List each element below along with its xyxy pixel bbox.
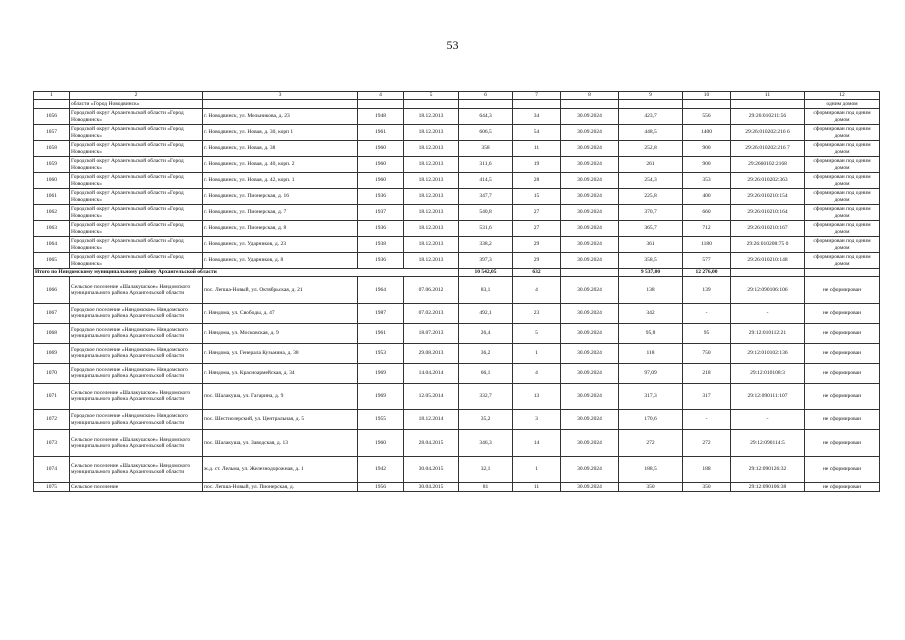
- living-area-cell: 358,5: [619, 253, 683, 269]
- land-area-cell: 1180: [683, 237, 731, 253]
- cadastral-number-cell: 29:2660102:2168: [731, 157, 805, 173]
- table-row: [34, 157, 880, 173]
- living-area-cell: 423,7: [619, 109, 683, 125]
- build-year-cell: 1956: [358, 483, 404, 492]
- cadastral-number-cell: 29:26:010210:148: [731, 253, 805, 269]
- land-status-cell: не сформирован: [805, 277, 880, 304]
- table-row: [34, 253, 880, 269]
- recognition-date-cell: 29.08.2013: [404, 343, 459, 363]
- land-status-cell: сформирован под одним домом: [805, 237, 880, 253]
- land-area-cell: 350: [683, 483, 731, 492]
- recognition-date-cell: 30.04.2015: [404, 456, 459, 483]
- land-status-cell: не сформирован: [805, 430, 880, 457]
- table-row: [34, 483, 880, 492]
- living-area-cell: 261: [619, 157, 683, 173]
- land-status-cell: сформирован под одним домом: [805, 157, 880, 173]
- recognition-date-cell: 07.06.2012: [404, 277, 459, 304]
- residents-cell: 34: [513, 109, 561, 125]
- cadastral-number-cell: 29:26:010210:167: [731, 221, 805, 237]
- residents-cell: 19: [513, 157, 561, 173]
- area-cell: 540,8: [459, 205, 513, 221]
- residents-cell: 11: [513, 483, 561, 492]
- table-row: [34, 173, 880, 189]
- build-year-cell: 1964: [358, 277, 404, 304]
- address-cell: пос. Лепша-Новый, ул. Пионерская, д.: [203, 483, 358, 492]
- deadline-cell: 30.09.2024: [561, 483, 619, 492]
- cadastral-number-cell: 29:26:010202:216 7: [731, 141, 805, 157]
- municipality-cell: Городской округ Архангельской области «Город Новодвинск»: [70, 173, 203, 189]
- total-living-area: 9 537,00: [619, 269, 683, 277]
- municipality-cell: области «Город Новодвинск»: [70, 100, 203, 109]
- total-land-area: 12 276,00: [683, 269, 731, 277]
- table-row: [34, 189, 880, 205]
- recognition-date-cell: 18.12.2013: [404, 173, 459, 189]
- land-status-cell: не сформирован: [805, 456, 880, 483]
- row-number-cell: 1072: [34, 410, 70, 430]
- deadline-cell: 30.09.2024: [561, 173, 619, 189]
- municipality-cell: Городской округ Архангельской области «Город Новодвинск»: [70, 125, 203, 141]
- build-year-cell: 1938: [358, 237, 404, 253]
- residents-cell: 29: [513, 253, 561, 269]
- land-status-cell: сформирован под одним домом: [805, 125, 880, 141]
- recognition-date-cell: 18.12.2013: [404, 221, 459, 237]
- build-year-cell: 1987: [358, 303, 404, 323]
- build-year-cell: 1953: [358, 343, 404, 363]
- living-area-cell: 252,8: [619, 141, 683, 157]
- land-area-cell: 188: [683, 456, 731, 483]
- living-area-cell: 350: [619, 483, 683, 492]
- row-number-cell: 1070: [34, 363, 70, 383]
- deadline-cell: 30.09.2024: [561, 323, 619, 343]
- total-label: Итого по Няндомскому муниципальному району Архангельской области: [34, 269, 459, 277]
- deadline-cell: 30.09.2024: [561, 141, 619, 157]
- build-year-cell: 1955: [358, 410, 404, 430]
- address-cell: г. Новодвинск, ул. Новая, д. 40, корп. 2: [203, 157, 358, 173]
- address-cell: пос. Шестиозерский, ул. Центральная, д. 5: [203, 410, 358, 430]
- area-cell: 311,6: [459, 157, 513, 173]
- municipality-cell: Сельское поселение: [70, 483, 203, 492]
- build-year-cell: 1936: [358, 189, 404, 205]
- table-row: [34, 430, 880, 457]
- municipality-cell: Городской округ Архангельской области «Город Новодвинск»: [70, 221, 203, 237]
- row-number-cell: 1056: [34, 109, 70, 125]
- area-cell: 332,7: [459, 383, 513, 410]
- land-status-cell: сформирован под одним домом: [805, 109, 880, 125]
- cadastral-number-cell: 29:12:090106:106: [731, 277, 805, 304]
- address-cell: г. Новодвинск, ул. Новая, д. 30, корп 1: [203, 125, 358, 141]
- recognition-date-cell: 18.12.2013: [404, 109, 459, 125]
- cadastral-number-cell: 29:12:010112:21: [731, 323, 805, 343]
- column-number: 1: [34, 92, 70, 100]
- cadastral-number-cell: 29:26:010211:56: [731, 109, 805, 125]
- living-area-cell: 138: [619, 277, 683, 304]
- residents-cell: 11: [513, 141, 561, 157]
- living-area-cell: 225,8: [619, 189, 683, 205]
- address-cell: г. Няндома, ул. Московская, д. 9: [203, 323, 358, 343]
- cadastral-number-cell: 29:12:010102:136: [731, 343, 805, 363]
- recognition-date-cell: 18.12.2014: [404, 410, 459, 430]
- recognition-date-cell: 30.04.2015: [404, 483, 459, 492]
- municipality-cell: Сельское поселение «Шалакушское» Няндомского муниципального района Архангельской области: [70, 383, 203, 410]
- total-residents: 632: [513, 269, 561, 277]
- column-number: 2: [70, 92, 203, 100]
- residents-cell: 23: [513, 303, 561, 323]
- column-number: 4: [358, 92, 404, 100]
- cadastral-number-cell: 29:12:090106:38: [731, 483, 805, 492]
- table-row: [34, 410, 880, 430]
- build-year-cell: 1937: [358, 205, 404, 221]
- land-status-cell: сформирован под одним домом: [805, 189, 880, 205]
- row-number-cell: 1068: [34, 323, 70, 343]
- municipality-cell: Городское поселение «Няндомское» Няндомского муниципального района Архангельской области: [70, 323, 203, 343]
- residents-cell: 28: [513, 173, 561, 189]
- total-area: 10 542,05: [459, 269, 513, 277]
- deadline-cell: 30.09.2024: [561, 109, 619, 125]
- area-cell: 32,1: [459, 456, 513, 483]
- municipality-cell: Городское поселение «Няндомское» Няндомского муниципального района Архангельской области: [70, 303, 203, 323]
- municipality-cell: Городской округ Архангельской области «Город Новодвинск»: [70, 109, 203, 125]
- recognition-date-cell: 18.12.2013: [404, 141, 459, 157]
- residents-cell: 29: [513, 237, 561, 253]
- area-cell: 531,6: [459, 221, 513, 237]
- district-total-row: [34, 269, 880, 277]
- column-number-row: [34, 92, 880, 100]
- living-area-cell: 97,09: [619, 363, 683, 383]
- cadastral-number-cell: 29:26:010210:164: [731, 205, 805, 221]
- address-cell: г. Няндома, ул. Генерала Кузьмина, д. 38: [203, 343, 358, 363]
- address-cell: г. Новодвинск, ул. Новая, д. 42, корп. 1: [203, 173, 358, 189]
- residents-cell: 13: [513, 383, 561, 410]
- living-area-cell: 365,7: [619, 221, 683, 237]
- area-cell: 358: [459, 141, 513, 157]
- land-status-cell: сформирован под одним домом: [805, 141, 880, 157]
- land-status-cell: не сформирован: [805, 363, 880, 383]
- table-row: [34, 383, 880, 410]
- area-cell: 26,4: [459, 323, 513, 343]
- row-number-cell: 1064: [34, 237, 70, 253]
- continuation-row: [34, 100, 880, 109]
- deadline-cell: 30.09.2024: [561, 237, 619, 253]
- land-area-cell: 139: [683, 277, 731, 304]
- area-cell: 414,5: [459, 173, 513, 189]
- municipality-cell: Городской округ Архангельской области «Город Новодвинск»: [70, 205, 203, 221]
- municipality-cell: Городской округ Архангельской области «Город Новодвинск»: [70, 237, 203, 253]
- address-cell: пос. Шалакуша, ул. Гагарина, д. 9: [203, 383, 358, 410]
- address-cell: г. Новодвинск, ул. Ударников, д. 8: [203, 253, 358, 269]
- deadline-cell: 30.09.2024: [561, 363, 619, 383]
- build-year-cell: 1942: [358, 456, 404, 483]
- table-row: [34, 323, 880, 343]
- area-cell: 83,1: [459, 277, 513, 304]
- row-number-cell: 1060: [34, 173, 70, 189]
- land-area-cell: 577: [683, 253, 731, 269]
- recognition-date-cell: 18.12.2013: [404, 237, 459, 253]
- deadline-cell: 30.09.2024: [561, 125, 619, 141]
- municipality-cell: Городской округ Архангельской области «Город Новодвинск»: [70, 253, 203, 269]
- deadline-cell: 30.09.2024: [561, 189, 619, 205]
- land-status-cell: сформирован под одним домом: [805, 221, 880, 237]
- recognition-date-cell: 14.04.2014: [404, 363, 459, 383]
- land-area-cell: 712: [683, 221, 731, 237]
- recognition-date-cell: 18.12.2013: [404, 125, 459, 141]
- land-area-cell: -: [683, 410, 731, 430]
- table-row: [34, 343, 880, 363]
- area-cell: 492,1: [459, 303, 513, 323]
- land-status-cell: не сформирован: [805, 410, 880, 430]
- deadline-cell: 30.09.2024: [561, 157, 619, 173]
- living-area-cell: 95,8: [619, 323, 683, 343]
- deadline-cell: 30.09.2024: [561, 303, 619, 323]
- row-number-cell: 1059: [34, 157, 70, 173]
- housing-register-table: [33, 91, 880, 492]
- residents-cell: 27: [513, 221, 561, 237]
- deadline-cell: 30.09.2024: [561, 430, 619, 457]
- column-number: 5: [404, 92, 459, 100]
- land-area-cell: 900: [683, 141, 731, 157]
- residents-cell: 1: [513, 343, 561, 363]
- municipality-cell: Городской округ Архангельской области «Город Новодвинск»: [70, 141, 203, 157]
- table-row: [34, 237, 880, 253]
- table-row: [34, 205, 880, 221]
- cadastral-number-cell: -: [731, 303, 805, 323]
- land-status-cell: сформирован под одним домом: [805, 205, 880, 221]
- build-year-cell: 1960: [358, 141, 404, 157]
- deadline-cell: 30.09.2024: [561, 410, 619, 430]
- table-row: [34, 456, 880, 483]
- land-area-cell: 353: [683, 173, 731, 189]
- recognition-date-cell: 28.04.2015: [404, 430, 459, 457]
- cadastral-number-cell: 29:26:010208:75 0: [731, 237, 805, 253]
- living-area-cell: 170,6: [619, 410, 683, 430]
- deadline-cell: 30.09.2024: [561, 383, 619, 410]
- land-area-cell: 556: [683, 109, 731, 125]
- land-status-cell: сформирован под одним домом: [805, 253, 880, 269]
- living-area-cell: 254,3: [619, 173, 683, 189]
- area-cell: 606,5: [459, 125, 513, 141]
- column-number: 10: [683, 92, 731, 100]
- build-year-cell: 1960: [358, 157, 404, 173]
- land-area-cell: 900: [683, 157, 731, 173]
- municipality-cell: Городское поселение «Няндомское» Няндомского муниципального района Архангельской области: [70, 410, 203, 430]
- municipality-cell: Городской округ Архангельской области «Город Новодвинск»: [70, 189, 203, 205]
- row-number-cell: 1066: [34, 277, 70, 304]
- land-status-cell: не сформирован: [805, 323, 880, 343]
- build-year-cell: 1961: [358, 125, 404, 141]
- area-cell: 81: [459, 483, 513, 492]
- recognition-date-cell: 18.12.2013: [404, 157, 459, 173]
- row-number-cell: 1069: [34, 343, 70, 363]
- build-year-cell: 1969: [358, 363, 404, 383]
- deadline-cell: 30.09.2024: [561, 343, 619, 363]
- land-area-cell: -: [683, 303, 731, 323]
- land-area-cell: 660: [683, 205, 731, 221]
- residents-cell: 4: [513, 277, 561, 304]
- residents-cell: 5: [513, 323, 561, 343]
- row-number-cell: 1063: [34, 221, 70, 237]
- row-number-cell: 1058: [34, 141, 70, 157]
- address-cell: г. Новодвинск, ул. Пионерская, д. 16: [203, 189, 358, 205]
- deadline-cell: 30.09.2024: [561, 277, 619, 304]
- land-status-cell: не сформирован: [805, 343, 880, 363]
- address-cell: г. Няндома, ул. Свободы, д. 47: [203, 303, 358, 323]
- residents-cell: 54: [513, 125, 561, 141]
- municipality-cell: Городской округ Архангельской области «Город Новодвинск»: [70, 157, 203, 173]
- column-number: 6: [459, 92, 513, 100]
- living-area-cell: 118: [619, 343, 683, 363]
- address-cell: г. Новодвинск, ул. Новая, д. 38: [203, 141, 358, 157]
- table-row: [34, 109, 880, 125]
- recognition-date-cell: 12.05.2014: [404, 383, 459, 410]
- cadastral-number-cell: 29:12:090126:32: [731, 456, 805, 483]
- table-row: [34, 303, 880, 323]
- area-cell: 35,2: [459, 410, 513, 430]
- cadastral-number-cell: -: [731, 410, 805, 430]
- address-cell: г. Няндома, ул. Красноармейская, д. 34: [203, 363, 358, 383]
- area-cell: 347,7: [459, 189, 513, 205]
- row-number-cell: 1073: [34, 430, 70, 457]
- municipality-cell: Сельское поселение «Шалакушское» Няндомского муниципального района Архангельской области: [70, 430, 203, 457]
- table-row: [34, 221, 880, 237]
- living-area-cell: 361: [619, 237, 683, 253]
- table-row: [34, 125, 880, 141]
- build-year-cell: 1936: [358, 253, 404, 269]
- recognition-date-cell: 18.12.2013: [404, 205, 459, 221]
- row-number-cell: 1061: [34, 189, 70, 205]
- row-number-cell: 1065: [34, 253, 70, 269]
- land-status-cell: не сформирован: [805, 483, 880, 492]
- build-year-cell: 1936: [358, 221, 404, 237]
- row-number-cell: 1071: [34, 383, 70, 410]
- row-number-cell: 1067: [34, 303, 70, 323]
- column-number: 9: [619, 92, 683, 100]
- cadastral-number-cell: 29:26:010202:363: [731, 173, 805, 189]
- recognition-date-cell: 18.12.2013: [404, 253, 459, 269]
- residents-cell: 14: [513, 430, 561, 457]
- living-area-cell: 448,5: [619, 125, 683, 141]
- cadastral-number-cell: 29:26:010202:216 6: [731, 125, 805, 141]
- cadastral-number-cell: 29:12:090114:5: [731, 430, 805, 457]
- municipality-cell: Городское поселение «Няндомское» Няндомского муниципального района Архангельской области: [70, 363, 203, 383]
- land-status-cell: одним домом: [805, 100, 880, 109]
- residents-cell: 27: [513, 205, 561, 221]
- page-number: 53: [446, 38, 459, 52]
- column-number: 3: [203, 92, 358, 100]
- recognition-date-cell: 18.12.2013: [404, 189, 459, 205]
- land-status-cell: не сформирован: [805, 383, 880, 410]
- land-area-cell: 317: [683, 383, 731, 410]
- living-area-cell: 342: [619, 303, 683, 323]
- column-number: 7: [513, 92, 561, 100]
- address-cell: г. Новодвинск, ул. Пионерская, д. 8: [203, 221, 358, 237]
- table-row: [34, 141, 880, 157]
- deadline-cell: 30.09.2024: [561, 205, 619, 221]
- land-status-cell: не сформирован: [805, 303, 880, 323]
- row-number-cell: 1057: [34, 125, 70, 141]
- column-number: 8: [561, 92, 619, 100]
- address-cell: г. Новодвинск, ул. Ударников, д. 23: [203, 237, 358, 253]
- municipality-cell: Городское поселение «Няндомское» Няндомского муниципального района Архангельской области: [70, 343, 203, 363]
- area-cell: 66,1: [459, 363, 513, 383]
- column-number: 12: [805, 92, 880, 100]
- address-cell: г. Новодвинск, ул. Мельникова, д. 23: [203, 109, 358, 125]
- deadline-cell: 30.09.2024: [561, 253, 619, 269]
- land-area-cell: 95: [683, 323, 731, 343]
- recognition-date-cell: 18.07.2013: [404, 323, 459, 343]
- living-area-cell: 188,5: [619, 456, 683, 483]
- cadastral-number-cell: 29:12:090111:107: [731, 383, 805, 410]
- area-cell: 346,3: [459, 430, 513, 457]
- table-row: [34, 363, 880, 383]
- residents-cell: 4: [513, 363, 561, 383]
- land-area-cell: 750: [683, 343, 731, 363]
- land-area-cell: 218: [683, 363, 731, 383]
- land-area-cell: 1400: [683, 125, 731, 141]
- table-row: [34, 277, 880, 304]
- residents-cell: 3: [513, 410, 561, 430]
- recognition-date-cell: 07.02.2013: [404, 303, 459, 323]
- living-area-cell: 370,7: [619, 205, 683, 221]
- row-number-cell: 1075: [34, 483, 70, 492]
- municipality-cell: Сельское поселение «Шалакушское» Няндомского муниципального района Архангельской области: [70, 456, 203, 483]
- build-year-cell: 1960: [358, 430, 404, 457]
- living-area-cell: 272: [619, 430, 683, 457]
- address-cell: пос. Лепша-Новый, ул. Октябрьская, д. 21: [203, 277, 358, 304]
- land-area-cell: 272: [683, 430, 731, 457]
- build-year-cell: 1960: [358, 173, 404, 189]
- deadline-cell: 30.09.2024: [561, 456, 619, 483]
- deadline-cell: 30.09.2024: [561, 221, 619, 237]
- row-number-cell: 1074: [34, 456, 70, 483]
- address-cell: пос. Шалакуша, ул. Заводская, д. 13: [203, 430, 358, 457]
- land-area-cell: 400: [683, 189, 731, 205]
- living-area-cell: 317,3: [619, 383, 683, 410]
- build-year-cell: 1961: [358, 323, 404, 343]
- cadastral-number-cell: 29:12:010108:3: [731, 363, 805, 383]
- cadastral-number-cell: 29:26:010210:154: [731, 189, 805, 205]
- address-cell: ж.д. ст. Лельма, ул. Железнодорожная, д. 1: [203, 456, 358, 483]
- area-cell: 644,3: [459, 109, 513, 125]
- area-cell: 338,2: [459, 237, 513, 253]
- address-cell: г. Новодвинск, ул. Пионерская, д. 7: [203, 205, 358, 221]
- build-year-cell: 1969: [358, 383, 404, 410]
- build-year-cell: 1948: [358, 109, 404, 125]
- residents-cell: 15: [513, 189, 561, 205]
- municipality-cell: Сельское поселение «Шалакушское» Няндомского муниципального района Архангельской области: [70, 277, 203, 304]
- area-cell: 397,3: [459, 253, 513, 269]
- area-cell: 36,2: [459, 343, 513, 363]
- row-number-cell: 1062: [34, 205, 70, 221]
- residents-cell: 1: [513, 456, 561, 483]
- land-status-cell: сформирован под одним домом: [805, 173, 880, 189]
- column-number: 11: [731, 92, 805, 100]
